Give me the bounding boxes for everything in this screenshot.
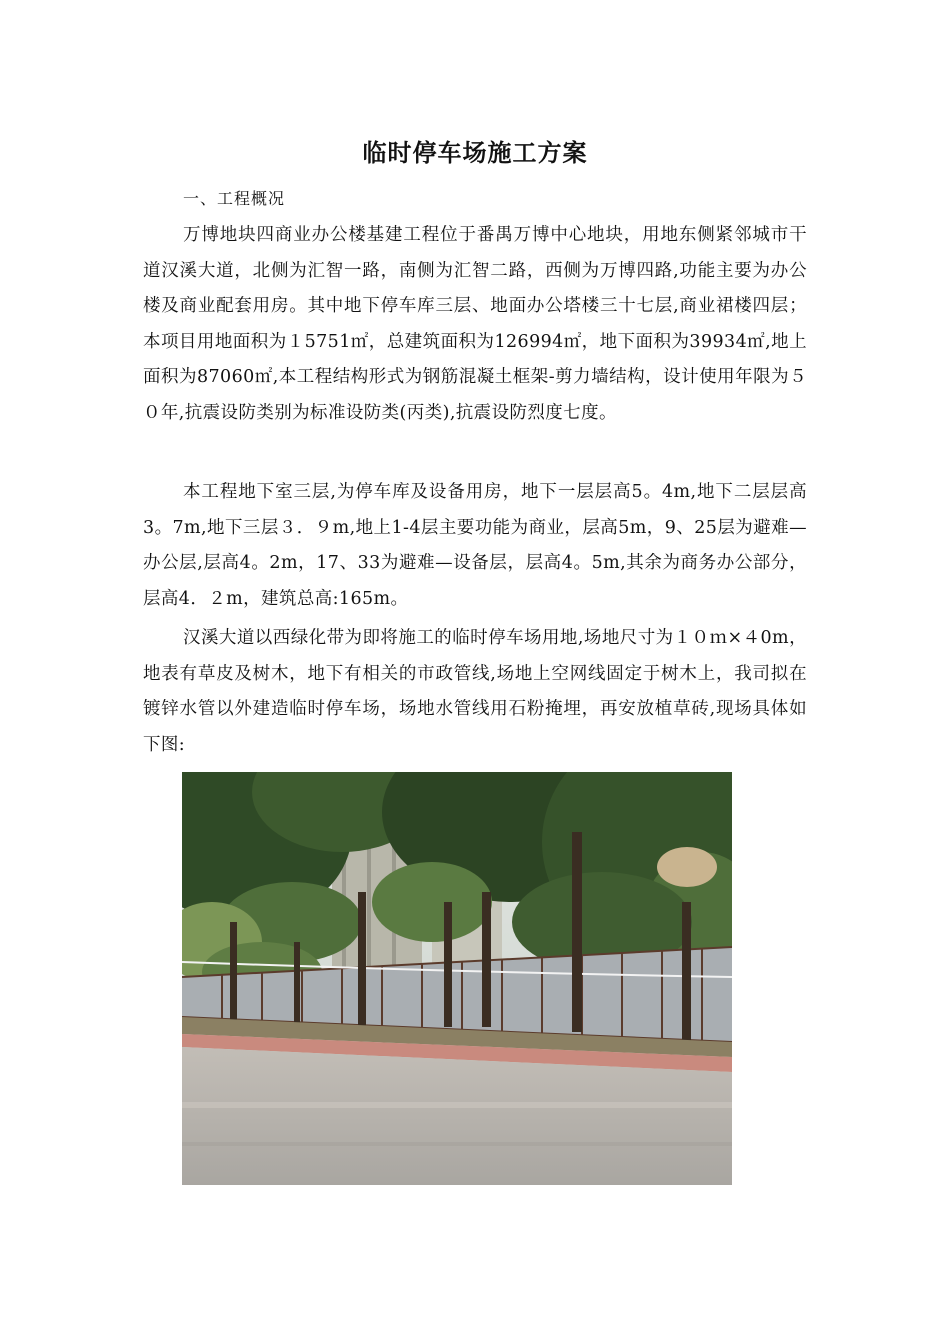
paragraph-floor-heights: 本工程地下室三层,为停车库及设备用房，地下一层层高5。4m,地下二层层高3。7m,地下三层３．９m,地上1-4层主要功能为商业，层高5m，9、25层为避难—办公层,层高4。2m，17、33为避难—设备层，层高4。5m,其余为商务办公部分，层高4．２m，建筑总高:165m。 bbox=[143, 482, 807, 609]
site-photo bbox=[182, 772, 732, 1185]
section-heading: 一、工程概况 bbox=[183, 189, 286, 208]
document-title: 临时停车场施工方案 bbox=[362, 139, 588, 167]
paragraph-parking-site: 汉溪大道以西绿化带为即将施工的临时停车场用地,场地尺寸为１０ｍ×４0m，地表有草皮及树木，地下有相关的市政管线,场地上空网线固定于树木上，我司拟在镀锌水管以外建造临时停车场，场地水管线用石粉掩埋，再安放植草砖,现场具体如下图: bbox=[143, 628, 807, 755]
paragraph-project-overview: 万博地块四商业办公楼基建工程位于番禺万博中心地块，用地东侧紧邻城市干道汉溪大道，北侧为汇智一路，南侧为汇智二路，西侧为万博四路,功能主要为办公楼及商业配套用房。其中地下停车库三层、地面办公塔楼三十七层,商业裙楼四层；本项目用地面积为１5751㎡，总建筑面积为126994㎡，地下面积为39934㎡,地上面积为87060㎡,本工程结构形式为钢筋混凝土框架-剪力墙结构，设计使用年限为５０年,抗震设防类别为标准设防类(丙类),抗震设防烈度七度。 bbox=[143, 225, 807, 423]
